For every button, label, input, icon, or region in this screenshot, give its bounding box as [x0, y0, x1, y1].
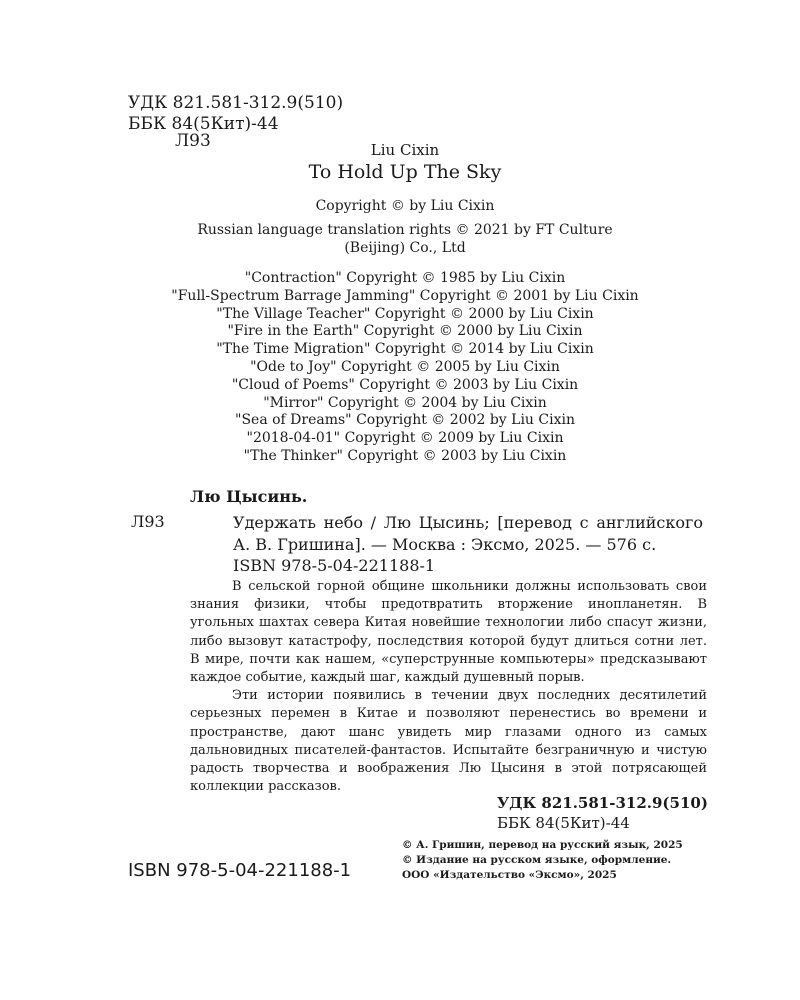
rights-block: [402, 838, 683, 883]
story-copyright: "Mirror" Copyright © 2004 by Liu Cixin: [263, 394, 547, 411]
author-mark-mid: Л93: [131, 512, 165, 531]
story-copyright: "2018-04-01" Copyright © 2009 by Liu Cixin: [246, 430, 564, 447]
russian-author: Лю Цысинь.: [190, 487, 308, 506]
rights-line: ООО «Издательство «Эксмо», 2025: [402, 869, 617, 881]
story-copyright: "Contraction" Copyright © 1985 by Liu Cixin: [244, 270, 566, 286]
bbk-code: ББК 84(5Кит)-44: [128, 114, 279, 134]
bibliographic-description: Удержать небо / Лю Цысинь; [перевод с английского А. В. Гришина]. — Москва : Эксмо, 2025. — 576 с.: [233, 513, 703, 554]
annotation-paragraph: Эти истории появились в течении двух последних десятилетий серьезных перемен в Китае и позволяют перенестись во времени и пространстве, дают шанс увидеть мир глазами одного из самых дальновидных писателей-фантастов. Испытайте безграничную и чистую радость творчества и воображения Лю Цысиня в этой потрясающей коллекции рассказов.: [190, 688, 707, 795]
translation-rights-line: (Beijing) Co., Ltd: [344, 240, 466, 256]
author-mark-top: Л93: [175, 131, 211, 151]
isbn-bottom: ISBN 978-5-04-221188-1: [128, 860, 352, 881]
story-copyright: "The Village Teacher" Copyright © 2000 by Liu Cixin: [216, 305, 594, 322]
story-copyright: "Cloud of Poems" Copyright © 2003 by Liu Cixin: [231, 376, 579, 393]
isbn-russian: ISBN 978-5-04-221188-1: [233, 556, 436, 575]
story-copyrights: [150, 270, 660, 466]
story-copyright: "The Time Migration" Copyright © 2014 by Liu Cixin: [216, 341, 594, 358]
udk-block-top: [128, 93, 343, 135]
udk-code-bottom: УДК 821.581-312.9(510): [497, 794, 708, 812]
english-copyright: Copyright © by Liu Cixin: [315, 198, 495, 214]
rights-line: © Издание на русском языке, оформление.: [402, 854, 672, 866]
story-copyright: "Sea of Dreams" Copyright © 2002 by Liu Cixin: [235, 412, 575, 429]
story-copyright: "Full-Spectrum Barrage Jamming" Copyright © 2001 by Liu Cixin: [171, 287, 639, 304]
rights-line: © А. Гришин, перевод на русский язык, 2025: [402, 839, 683, 851]
annotation-paragraph: В сельской горной общине школьники должны использовать свои знания физики, чтобы предотвратить вторжение инопланетян. В угольных шахтах севера Китая новейшие технологии либо спасут жизни, либо вызовут катастрофу, последствия которой будут длиться сотни лет. В мире, почти как нашем, «суперструнные компьютеры» предсказывают каждое событие, каждый шаг, каждый душевный порыв.: [190, 579, 707, 686]
story-copyright: "Ode to Joy" Copyright © 2005 by Liu Cixin: [250, 358, 560, 375]
bbk-code-bottom: ББК 84(5Кит)-44: [497, 814, 630, 832]
english-title: To Hold Up The Sky: [308, 161, 502, 183]
translation-rights: [150, 221, 660, 257]
translation-rights-line: Russian language translation rights © 2021 by FT Culture: [197, 222, 613, 238]
udk-code: УДК 821.581-312.9(510): [128, 93, 344, 113]
story-copyright: "The Thinker" Copyright © 2003 by Liu Cixin: [243, 447, 567, 464]
english-author: Liu Cixin: [370, 141, 440, 159]
annotation: [190, 578, 707, 796]
story-copyright: "Fire in the Earth" Copyright © 2000 by Liu Cixin: [227, 323, 583, 340]
